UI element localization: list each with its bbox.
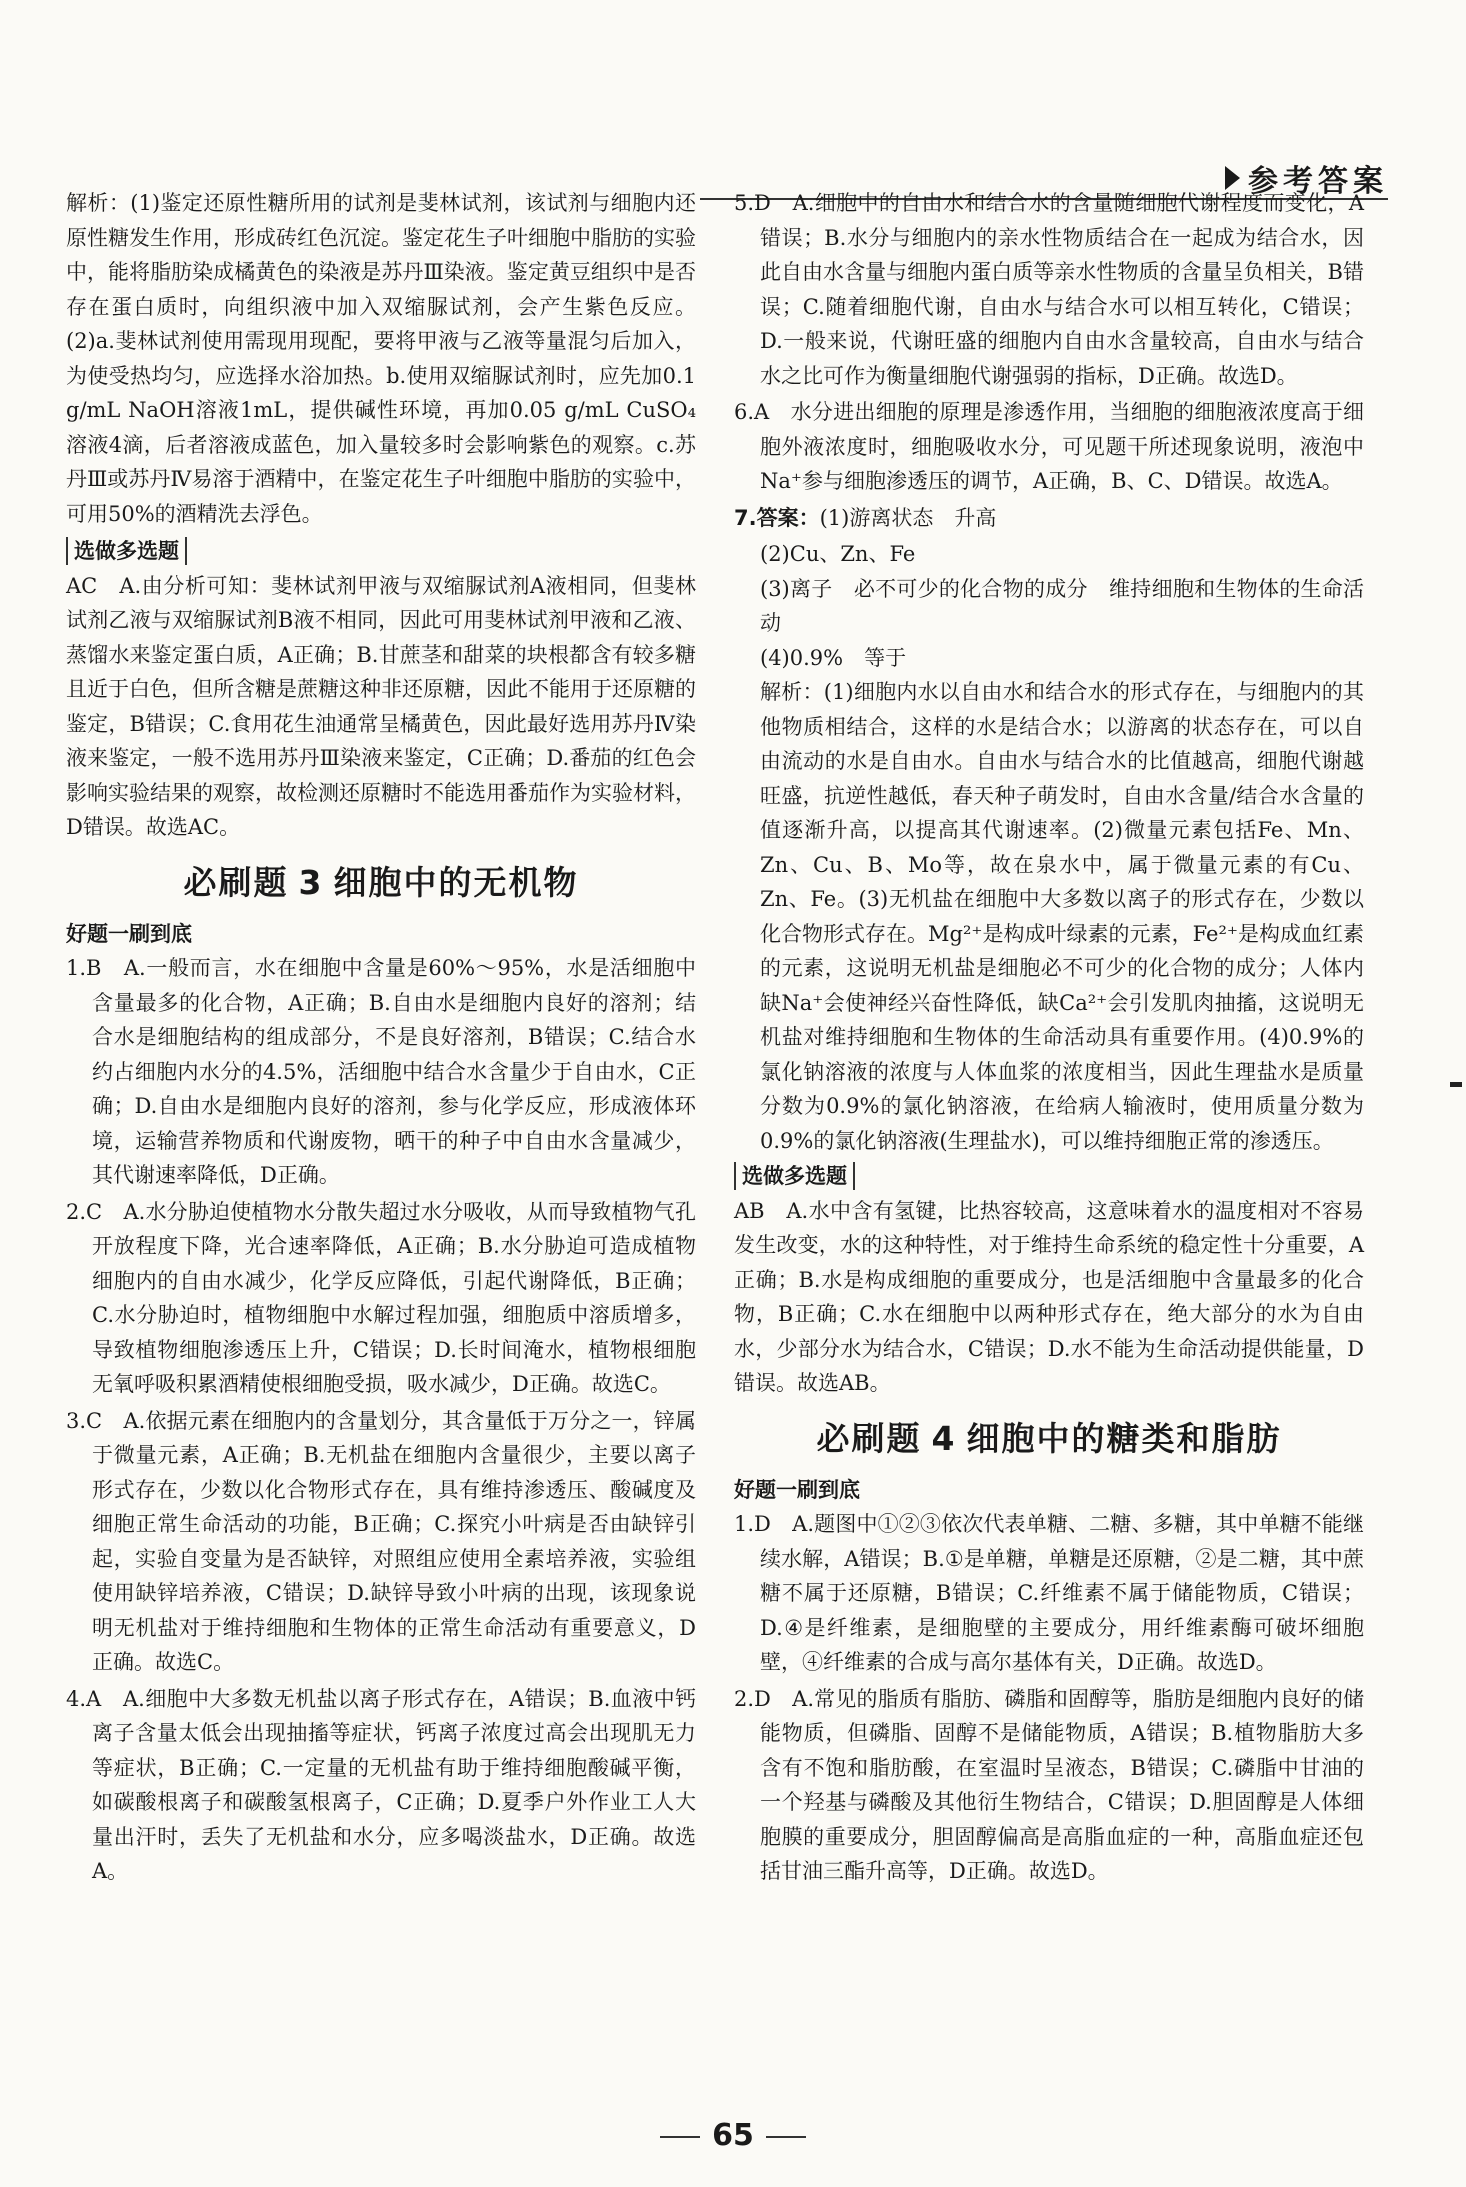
answer-item-r1: 1.D A.题图中①②③依次代表单糖、二糖、多糖，其中单糖不能继续水解，A错误；B.①是单糖，单糖是还原糖，②是二糖，其中蔗糖不属于还原糖，B错误；C.纤维素不属于储能物质，C错误；D.④是纤维素，是细胞壁的主要成分，用纤维素酶可破坏细胞壁，④纤维素的合成与高尔基体有关，D正确。故选D。 (734, 1512, 1364, 1674)
answer-label: 7.答案： (734, 505, 820, 530)
left-column (66, 186, 696, 1891)
answer-7-part-3: (3)离子 必不可少的化合物的成分 维持细胞和生物体的生命活动 (760, 576, 1364, 635)
optional-multi-choice-tag: 选做多选题 (734, 1162, 855, 1190)
answer-7-part-1: (1)游离状态 升高 (819, 505, 997, 530)
section-4-name: 细胞中的糖类和脂肪 (966, 1418, 1282, 1458)
page-number (0, 2118, 1466, 2153)
section-3-name: 细胞中的无机物 (333, 862, 579, 902)
answer-item-6: 6.A 水分进出细胞的原理是渗透作用，当细胞的细胞液浓度高于细胞外液浓度时，细胞吸收水分，可见题干所述现象说明，液泡中Na⁺参与细胞渗透压的调节，A正确，B、C、D错误。故选A。 (734, 400, 1364, 493)
answer-ac: AC A.由分析可知：斐林试剂甲液与双缩脲试剂A液相同，但斐林试剂乙液与双缩脲试剂B液不相同，因此可用斐林试剂甲液和乙液、蒸馏水来鉴定蛋白质，A正确；B.甘蔗茎和甜菜的块根都含有较多糖且近于白色，但所含糖是蔗糖这种非还原糖，因此不能用于还原糖的鉴定，B错误；C.食用花生油通常呈橘黄色，因此最好选用苏丹Ⅳ染液来鉴定，一般不选用苏丹Ⅲ染液来鉴定，C正确；D.番茄的红色会影响实验结果的观察，故检测还原糖时不能选用番茄作为实验材料，D错误。故选AC。 (66, 573, 696, 839)
answer-item-3: 3.C A.依据元素在细胞内的含量划分，其含量低于万分之一，锌属于微量元素，A正确；B.无机盐在细胞内含量很少，主要以离子形式存在，少数以化合物形式存在，具有维持渗透压、酸碱度及细胞正常生命活动的功能，B正确；C.探究小叶病是否由缺锌引起，实验自变量为是否缺锌，对照组应使用全素培养液，实验组使用缺锌培养液，C错误；D.缺锌导致小叶病的出现，该现象说明无机盐对于维持细胞和生物体的正常生命活动有重要意义，D正确。故选C。 (66, 1408, 696, 1674)
answer-ab: AB A.水中含有氢键，比热容较高，这意味着水的温度相对不容易发生改变，水的这种特性，对于维持生命系统的稳定性十分重要，A正确；B.水是构成细胞的重要成分，也是活细胞中含量最多的化合物，B正确；C.水在细胞中以两种形式存在，绝大部分的水为自由水，少部分水为结合水，C错误；D.水不能为生命活动提供能量，D错误。故选AB。 (734, 1198, 1364, 1395)
section-4-subheading: 好题一刷到底 (734, 1477, 860, 1502)
section-3-subheading: 好题一刷到底 (66, 921, 192, 946)
right-column (734, 186, 1364, 1891)
section-3-label: 必刷题 (183, 862, 289, 902)
page-number-text: 65 (712, 2118, 754, 2153)
section-3-title (66, 861, 696, 905)
edge-mark (1450, 1082, 1462, 1087)
explanation-paragraph: 解析：(1)鉴定还原性糖所用的试剂是斐林试剂，该试剂与细胞内还原性糖发生作用，形成砖红色沉淀。鉴定花生子叶细胞中脂肪的实验中，能将脂肪染成橘黄色的染液是苏丹Ⅲ染液。鉴定黄豆组织中是否存在蛋白质时，向组织液中加入双缩脲试剂，会产生紫色反应。(2)a.斐林试剂使用需现用现配，要将甲液与乙液等量混匀后加入，为使受热均匀，应选择水浴加热。b.使用双缩脲试剂时，应先加0.1 g/mL NaOH溶液1mL，提供碱性环境，再加0.05 g/mL CuSO₄溶液4滴，后者溶液成蓝色，加入量较多时会影响紫色的观察。c.苏丹Ⅲ或苏丹Ⅳ易溶于酒精中，在鉴定花生子叶细胞中脂肪的实验中，可用50%的酒精洗去浮色。 (66, 191, 696, 526)
answer-item-2: 2.C A.水分胁迫使植物水分散失超过水分吸收，从而导致植物气孔开放程度下降，光合速率降低，A正确；B.水分胁迫可造成植物细胞内的自由水减少，化学反应降低，引起代谢降低，B正确；C.水分胁迫时，植物细胞中水解过程加强，细胞质中溶质增多，导致植物细胞渗透压上升，C错误；D.长时间淹水，植物根细胞无氧呼吸积累酒精使根细胞受损，吸水减少，D正确。故选C。 (66, 1199, 696, 1396)
answer-item-7-lead (734, 501, 1364, 536)
dash-right (766, 2136, 806, 2138)
answer-item-1: 1.B A.一般而言，水在细胞中含量是60%～95%，水是活细胞中含量最多的化合物，A正确；B.自由水是细胞内良好的溶剂；结合水是细胞结构的组成部分，不是良好溶剂，B错误；C.结合水约占细胞内水分的4.5%，活细胞中结合水含量少于自由水，C正确；D.自由水是细胞内良好的溶剂，参与化学反应，形成液体环境，运输营养物质和代谢废物，晒干的种子中自由水含量减少，其代谢速率降低，D正确。 (66, 956, 696, 1187)
answer-7-part-4: (4)0.9% 等于 (760, 645, 907, 670)
answer-7-explanation: 解析：(1)细胞内水以自由水和结合水的形式存在，与细胞内的其他物质相结合，这样的水是结合水；以游离的状态存在，可以自由流动的水是自由水。自由水与结合水的比值越高，细胞代谢越旺盛，抗逆性越低，春天种子萌发时，自由水含量/结合水含量的值逐渐升高，以提高其代谢速率。(2)微量元素包括Fe、Mn、Zn、Cu、B、Mo等，故在泉水中，属于微量元素的有Cu、Zn、Fe。(3)无机盐在细胞中大多数以离子的形式存在，少数以化合物形式存在。Mg²⁺是构成叶绿素的元素，Fe²⁺是构成血红素的元素，这说明无机盐是细胞必不可少的化合物的成分；人体内缺Na⁺会使神经兴奋性降低，缺Ca²⁺会引发肌肉抽搐，这说明无机盐对维持细胞和生物体的生命活动具有重要作用。(4)0.9%的氯化钠溶液的浓度与人体血浆的浓度相当，因此生理盐水是质量分数为0.9%的氯化钠溶液，在给病人输液时，使用质量分数为0.9%的氯化钠溶液(生理盐水)，可以维持细胞正常的渗透压。 (760, 680, 1364, 1153)
section-4-number: 4 (931, 1418, 957, 1458)
dash-left (660, 2136, 700, 2138)
section-4-label: 必刷题 (816, 1418, 922, 1458)
optional-multi-choice-tag: 选做多选题 (66, 537, 187, 565)
answer-item-4: 4.A A.细胞中大多数无机盐以离子形式存在，A错误；B.血液中钙离子含量太低会出现抽搐等症状，钙离子浓度过高会出现肌无力等症状，B正确；C.一定量的无机盐有助于维持细胞酸碱平衡，如碳酸根离子和碳酸氢根离子，C正确；D.夏季户外作业工人大量出汗时，丢失了无机盐和水分，应多喝淡盐水，D正确。故选A。 (66, 1686, 696, 1883)
section-3-number: 3 (298, 862, 324, 902)
header-title: 参考答案 (1248, 164, 1388, 199)
answer-item-5: 5.D A.细胞中的自由水和结合水的含量随细胞代谢程度而变化，A错误；B.水分与细胞内的亲水性物质结合在一起成为结合水，因此自由水含量与细胞内蛋白质等亲水性物质的含量呈负相关，B错误；C.随着细胞代谢，自由水与结合水可以相互转化，C错误；D.一般来说，代谢旺盛的细胞内自由水含量较高，自由水与结合水之比可作为衡量细胞代谢强弱的指标，D正确。故选D。 (734, 191, 1364, 388)
answer-7-part-2: (2)Cu、Zn、Fe (760, 542, 916, 566)
answer-item-r2: 2.D A.常见的脂质有脂肪、磷脂和固醇等，脂肪是细胞内良好的储能物质，但磷脂、固醇不是储能物质，A错误；B.植物脂肪大多含有不饱和脂肪酸，在室温时呈液态，B错误；C.磷脂中甘油的一个羟基与磷酸及其他衍生物结合，C错误；D.胆固醇是人体细胞膜的重要成分，胆固醇偏高是高脂血症的一种，高脂血症还包括甘油三酯升高等，D正确。故选D。 (734, 1686, 1364, 1883)
section-4-title (734, 1417, 1364, 1461)
